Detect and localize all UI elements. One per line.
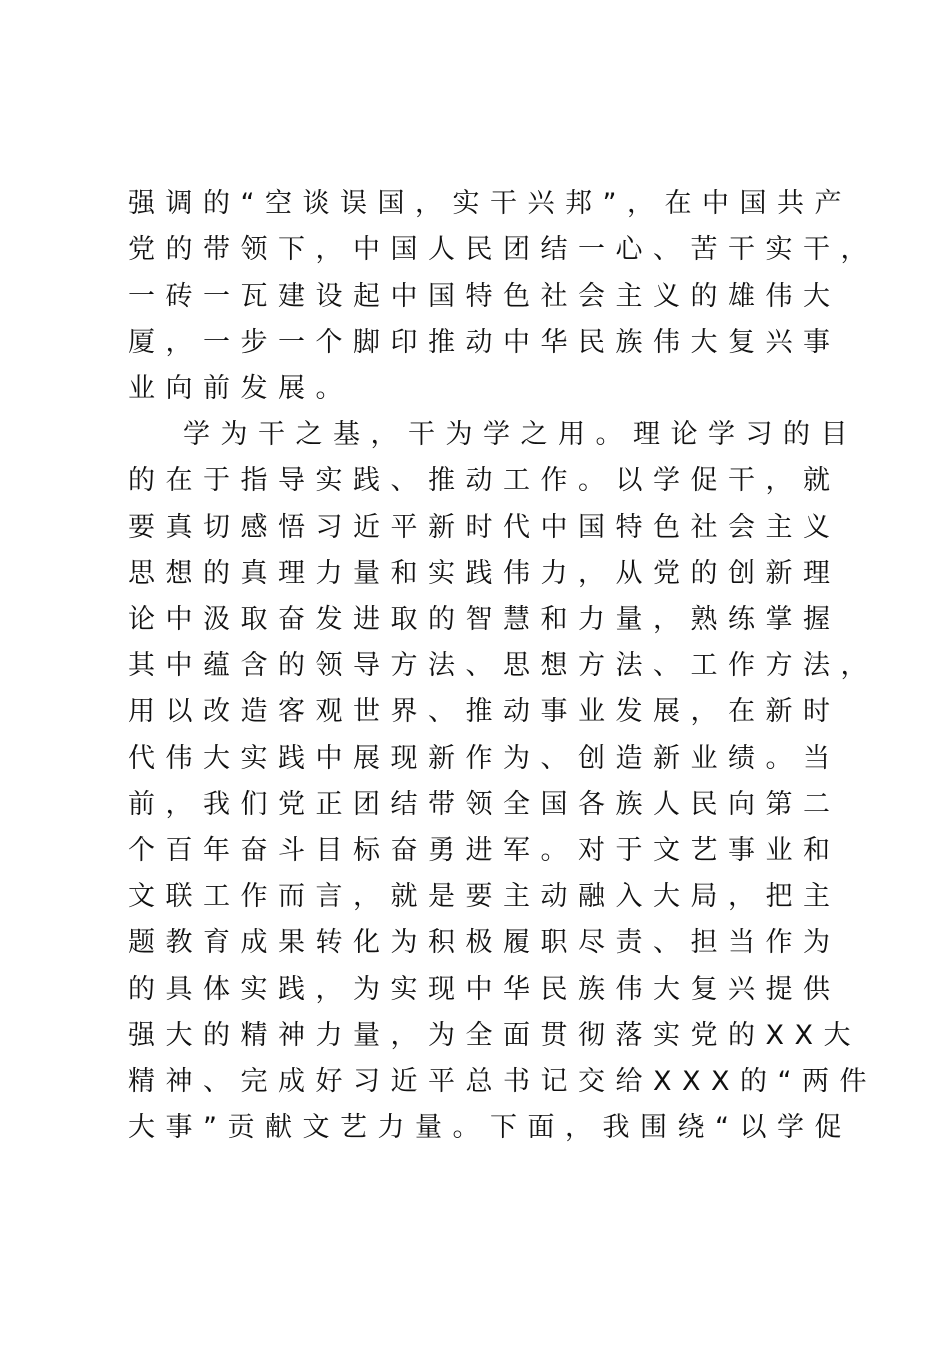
text-line: 用以改造客观世界、推动事业发展，在新时 bbox=[128, 696, 841, 727]
text-line: 的在于指导实践、推动工作。以学促干，就 bbox=[128, 465, 841, 496]
text-line: 思想的真理力量和实践伟力，从党的创新理 bbox=[128, 558, 841, 589]
text-line: 个百年奋斗目标奋勇进军。对于文艺事业和 bbox=[128, 835, 841, 866]
text-line: 文联工作而言，就是要主动融入大局，把主 bbox=[128, 881, 841, 912]
text-line: 精神、完成好习近平总书记交给XXX的“两件 bbox=[128, 1066, 877, 1097]
text-line: 强调的“空谈误国，实干兴邦”，在中国共产 bbox=[128, 188, 852, 219]
text-line: 业向前发展。 bbox=[128, 373, 353, 404]
text-line: 一砖一瓦建设起中国特色社会主义的雄伟大 bbox=[128, 281, 841, 312]
text-line: 的具体实践，为实现中华民族伟大复兴提供 bbox=[128, 974, 841, 1005]
text-line: 大事”贡献文艺力量。下面，我围绕“以学促 bbox=[128, 1112, 852, 1143]
text-line: 党的带领下，中国人民团结一心、苦干实干， bbox=[128, 234, 878, 265]
text-line: 代伟大实践中展现新作为、创造新业绩。当 bbox=[128, 743, 841, 774]
text-line: 论中汲取奋发进取的智慧和力量，熟练掌握 bbox=[128, 604, 841, 635]
text-line: 前，我们党正团结带领全国各族人民向第二 bbox=[128, 789, 841, 820]
paragraph-first-line: 学为干之基，干为学之用。理论学习的目 bbox=[183, 419, 858, 450]
text-line: 题教育成果转化为积极履职尽责、担当作为 bbox=[128, 927, 841, 958]
text-line: 强大的精神力量，为全面贯彻落实党的XX大 bbox=[128, 1020, 861, 1051]
text-line: 要真切感悟习近平新时代中国特色社会主义 bbox=[128, 512, 841, 543]
text-line: 厦，一步一个脚印推动中华民族伟大复兴事 bbox=[128, 327, 841, 358]
text-line: 其中蕴含的领导方法、思想方法、工作方法， bbox=[128, 650, 878, 681]
